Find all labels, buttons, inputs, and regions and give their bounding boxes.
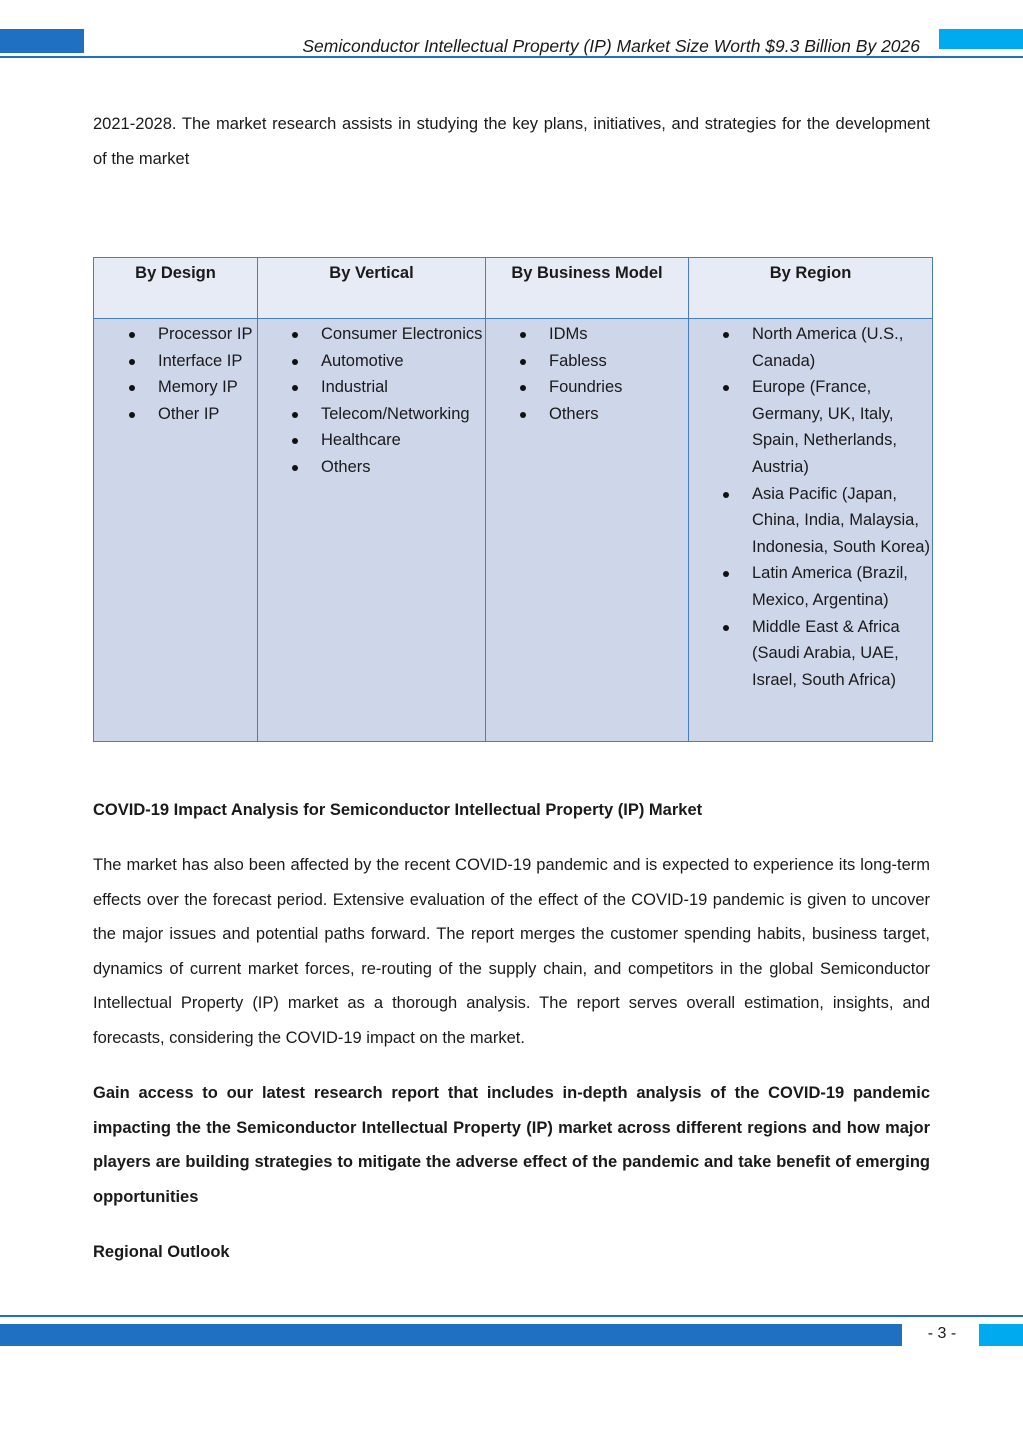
footer-accent-right bbox=[979, 1324, 1023, 1346]
region-cell bbox=[689, 319, 933, 742]
list-item: Foundries bbox=[486, 374, 688, 401]
header-accent-right bbox=[939, 29, 1023, 49]
header-by-design: By Design bbox=[94, 258, 258, 319]
footer-rule bbox=[0, 1315, 1023, 1317]
design-cell bbox=[94, 319, 258, 742]
vertical-cell bbox=[258, 319, 486, 742]
list-item: Others bbox=[258, 454, 485, 481]
page-number: - 3 - bbox=[927, 1325, 957, 1342]
covid-heading: COVID-19 Impact Analysis for Semiconductor Intellectual Property (IP) Market bbox=[93, 801, 703, 819]
regional-outlook-heading: Regional Outlook bbox=[93, 1243, 230, 1261]
header-accent-left bbox=[0, 29, 84, 53]
list-item: Memory IP bbox=[94, 374, 257, 401]
footer-bar bbox=[0, 1324, 902, 1346]
covid-paragraph: The market has also been affected by the recent COVID-19 pandemic and is expected to experience its long-term effects over the forecast period. Extensive evaluation of the effect of the COVID-19 pandemic is given to uncover the major issues and potential paths forward. The report merges the customer spending habits, business target, dynamics of current market forces, re-routing of the supply chain, and competitors in the global Semiconductor Intellectual Property (IP) market as a thorough analysis. The report serves overall estimation, insights, and forecasts, considering the COVID-19 impact on the market. bbox=[93, 856, 930, 1047]
list-item: Other IP bbox=[94, 401, 257, 428]
segmentation-table bbox=[93, 257, 933, 742]
list-item: Others bbox=[486, 401, 688, 428]
header-by-vertical: By Vertical bbox=[258, 258, 486, 319]
list-item: Telecom/Networking bbox=[258, 401, 485, 428]
business-model-list bbox=[486, 321, 688, 427]
table-header-row bbox=[94, 258, 933, 319]
business-model-cell bbox=[486, 319, 689, 742]
list-item: Automotive bbox=[258, 348, 485, 375]
list-item: North America (U.S., Canada) bbox=[689, 321, 932, 374]
header-by-business-model: By Business Model bbox=[486, 258, 689, 319]
header-rule bbox=[0, 56, 1023, 58]
cta-paragraph: Gain access to our latest research report that includes in-depth analysis of the COVID-19 pandemic impacting the the Semiconductor Intellectual Property (IP) market across different regions and how major players are building strategies to mitigate the adverse effect of the pandemic and take benefit of emerging opportunities bbox=[93, 1084, 930, 1206]
list-item: Europe (France, Germany, UK, Italy, Spain, Netherlands, Austria) bbox=[689, 374, 932, 480]
vertical-list bbox=[258, 321, 485, 481]
list-item: Consumer Electronics bbox=[258, 321, 485, 348]
list-item: Middle East & Africa (Saudi Arabia, UAE, Israel, South Africa) bbox=[689, 614, 932, 694]
table-body-row bbox=[94, 319, 933, 742]
list-item: Healthcare bbox=[258, 427, 485, 454]
list-item: Industrial bbox=[258, 374, 485, 401]
region-list bbox=[689, 321, 932, 693]
list-item: Fabless bbox=[486, 348, 688, 375]
header-title: Semiconductor Intellectual Property (IP) Market Size Worth $9.3 Billion By 2026 bbox=[302, 36, 920, 56]
list-item: IDMs bbox=[486, 321, 688, 348]
list-item: Interface IP bbox=[94, 348, 257, 375]
list-item: Latin America (Brazil, Mexico, Argentina) bbox=[689, 560, 932, 613]
design-list bbox=[94, 321, 257, 427]
list-item: Asia Pacific (Japan, China, India, Malaysia, Indonesia, South Korea) bbox=[689, 481, 932, 561]
header-by-region: By Region bbox=[689, 258, 933, 319]
list-item: Processor IP bbox=[94, 321, 257, 348]
intro-paragraph: 2021-2028. The market research assists in studying the key plans, initiatives, and strategies for the development of the market bbox=[93, 115, 930, 168]
